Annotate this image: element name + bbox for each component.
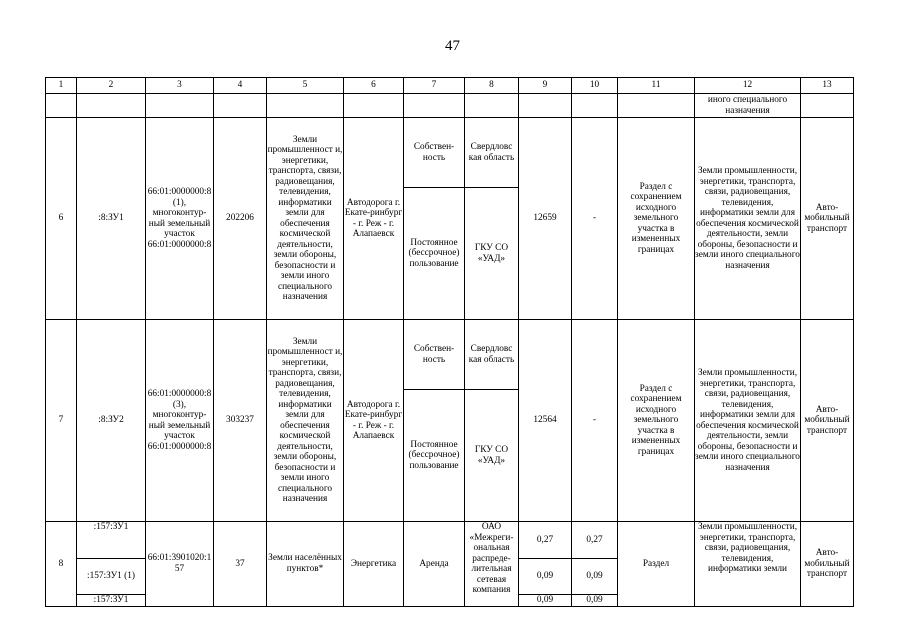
header-cell: 7 (404, 78, 465, 94)
use-type: Авто-мобильный транспорт (801, 522, 854, 607)
land-plot-table (45, 77, 854, 607)
value-col10: - (572, 118, 618, 320)
empty-cell (267, 94, 344, 118)
empty-cell (801, 94, 854, 118)
right-holder: ГКУ СО «УАД» (465, 188, 519, 320)
source-plot: 66:01:3901020:157 (146, 522, 214, 607)
value-col10: 0,09 (572, 559, 618, 595)
value-col9: 0,09 (519, 559, 572, 595)
header-row (46, 78, 854, 94)
right-type: Постоянное (бессрочное) пользование (404, 390, 465, 522)
right-type: Аренда (404, 522, 465, 607)
empty-cell (77, 94, 146, 118)
empty-cell (618, 94, 695, 118)
right-type: Собствен-ность (404, 320, 465, 390)
empty-cell (519, 94, 572, 118)
formation-method: Раздел с сохранением исходного земельного участка в измененных границах (618, 118, 695, 320)
empty-cell (465, 94, 519, 118)
object-name: Автодорога г. Екате-ринбург - г. Реж - г. Алапаевск (344, 320, 404, 522)
header-cell: 3 (146, 78, 214, 94)
value-col10: - (572, 320, 618, 522)
header-cell: 2 (77, 78, 146, 94)
row-number: 6 (46, 118, 77, 320)
formation-method: Раздел с сохранением исходного земельного участка в измененных границах (618, 320, 695, 522)
right-holder: Свердловс кая область (465, 118, 519, 188)
plot-designation: :157:ЗУ1 (1) (77, 559, 146, 595)
value-col9: 0,09 (519, 595, 572, 607)
right-holder: Свердловс кая область (465, 320, 519, 390)
empty-cell (572, 94, 618, 118)
table-row (46, 118, 854, 188)
value-col9: 0,27 (519, 522, 572, 559)
permitted-use: Земли промышленности, энергетики, транспорта, связи, радиовещания, телевидения, информатики земли для обеспечения космической деятельности, земли обороны, безопасности и земли иного специального назначения (695, 118, 801, 320)
formation-method: Раздел (618, 522, 695, 607)
right-holder: ОАО «Межреги-ональная распреде-лительная сетевая компания (465, 522, 519, 607)
empty-cell (344, 94, 404, 118)
permitted-use: Земли промышленности, энергетики, транспорта, связи, радиовещания, телевидения, информатики земли для обеспечения космической деятельности, земли обороны, безопасности и земли иного специального назначения (695, 320, 801, 522)
table-row (46, 522, 854, 559)
plot-designation: :157:ЗУ1 (77, 595, 146, 607)
row-number: 7 (46, 320, 77, 522)
right-type: Собствен-ность (404, 118, 465, 188)
header-cell: 6 (344, 78, 404, 94)
empty-cell (46, 94, 77, 118)
header-cell: 1 (46, 78, 77, 94)
header-cell: 9 (519, 78, 572, 94)
value-col9: 12564 (519, 320, 572, 522)
header-cell: 10 (572, 78, 618, 94)
land-category: Земли населённых пунктов* (267, 522, 344, 607)
value-col10: 0,27 (572, 522, 618, 559)
page-number: 47 (445, 38, 460, 54)
permitted-use: Земли промышленности, энергетики, транспорта, связи, радиовещания, телевидения, информатики земли (695, 522, 801, 607)
value-col9: 12659 (519, 118, 572, 320)
plot-designation: :8:ЗУ2 (77, 320, 146, 522)
empty-cell (214, 94, 267, 118)
right-type: Постоянное (бессрочное) пользование (404, 188, 465, 320)
value-col10: 0,09 (572, 595, 618, 607)
permitted-use-continuation: иного специального назначения (695, 94, 801, 118)
empty-cell (404, 94, 465, 118)
header-cell: 5 (267, 78, 344, 94)
use-type: Авто-мобильный транспорт (801, 320, 854, 522)
header-cell: 11 (618, 78, 695, 94)
source-plot: 66:01:0000000:8 (1), многоконтур-ный земельный участок 66:01:0000000:8 (146, 118, 214, 320)
continuation-row (46, 94, 854, 118)
right-holder: ГКУ СО «УАД» (465, 390, 519, 522)
plot-area: 202206 (214, 118, 267, 320)
row-number: 8 (46, 522, 77, 607)
header-cell: 8 (465, 78, 519, 94)
land-category: Земли промышленност и, энергетики, транспорта, связи, радиовещания, телевидения, информатики земли для обеспечения космической деятельности, земли обороны, безопасности и земли иного специального назначения (267, 118, 344, 320)
empty-cell (146, 94, 214, 118)
header-cell: 13 (801, 78, 854, 94)
land-category: Земли промышленност и, энергетики, транспорта, связи, радиовещания, телевидения, информатики земли для обеспечения космической деятельности, земли обороны, безопасности и земли иного специального назначения (267, 320, 344, 522)
object-name: Энергетика (344, 522, 404, 607)
plot-designation: :8:ЗУ1 (77, 118, 146, 320)
object-name: Автодорога г. Екате-ринбург - г. Реж - г. Алапаевск (344, 118, 404, 320)
plot-area: 37 (214, 522, 267, 607)
plot-area: 303237 (214, 320, 267, 522)
header-cell: 12 (695, 78, 801, 94)
source-plot: 66:01:0000000:8 (3), многоконтур-ный земельный участок 66:01:0000000:8 (146, 320, 214, 522)
header-cell: 4 (214, 78, 267, 94)
table-row (46, 320, 854, 390)
plot-designation: :157:ЗУ1 (77, 522, 146, 559)
use-type: Авто-мобильный транспорт (801, 118, 854, 320)
